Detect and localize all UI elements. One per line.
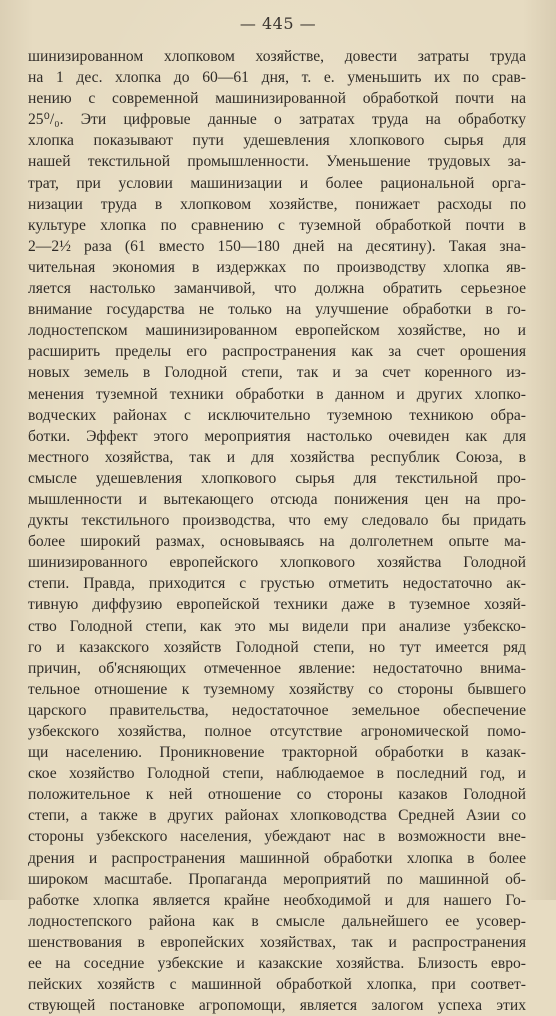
text-line: 2—2½ раза (61 вместо 150—180 дней на десятину). Такая зна-: [28, 237, 526, 255]
text-line: хлопка показывают пути удешевления хлопкового сырья для: [28, 132, 526, 150]
text-line: ское хозяйство Голодной степи, наблюдаемое в последний год, и: [28, 765, 526, 783]
text-line: внимание государства не только на улучшение обработки в го-: [28, 301, 526, 319]
text-line: степи. Правда, приходится с грустью отметить недостаточно ак-: [28, 575, 526, 593]
text-line: дукты текстильного производства, что ему следовало бы придать: [28, 512, 526, 530]
text-line: ствующей постановке агропомощи, является залогом успеха этих: [28, 997, 526, 1015]
text-line: причин, об'ясняющих отмеченное явление: недостаточно внима-: [28, 659, 526, 677]
text-line: низации труда в хлопковом хозяйстве, понижает расходы по: [28, 195, 526, 213]
text-line: степи, а также в других районах хлопководства Средней Азии со: [28, 807, 526, 825]
text-line: го и казакского хозяйств Голодной степи, но тут имеется ряд: [28, 638, 526, 656]
text-line: лодностепском машинизированном европейском хозяйстве, но и: [28, 322, 526, 340]
text-line: новых земель в Голодной степи, так и за счет коренного из-: [28, 364, 526, 382]
page-number: — 445 —: [239, 14, 317, 33]
text-line: ботки. Эффект этого мероприятия настолько очевиден как для: [28, 427, 526, 445]
text-line: менения туземной техники обработки в данном и других хлопко-: [28, 385, 526, 403]
text-line: тивную диффузию европейской техники даже в туземное хозяй-: [28, 596, 526, 614]
text-line: лодностепского района как в смысле дальнейшего ее усовер-: [28, 912, 526, 930]
body-text: [28, 46, 526, 1016]
text-line: 25⁰/₀. Эти цифровые данные о затратах труда на обработку: [28, 111, 526, 129]
text-line: узбекского хозяйства, полное отсутствие агрономической помо-: [28, 723, 526, 740]
text-line: чительная экономия в издержках по производству хлопка яв-: [28, 258, 526, 276]
text-line: дрения и распространения машинной обработки хлопка в более: [28, 849, 526, 867]
text-line: царского правительства, недостаточное земельное обеспечение: [28, 701, 526, 719]
text-line: нашей текстильной промышленности. Уменьшение трудовых за-: [28, 153, 526, 171]
text-line: шинизированного европейского хлопкового хозяйства Голодной: [28, 554, 526, 572]
text-line: смысле удешевления хлопкового сырья для текстильной про-: [28, 469, 526, 487]
text-line: мышленности и вытекающего отсюда понижения цен на про-: [28, 490, 526, 508]
text-line: широком масштабе. Пропаганда мероприятий по машинной об-: [28, 870, 526, 888]
text-line: культуре хлопка по сравнению с туземной обработкой почти в: [28, 216, 526, 234]
text-line: расширить пределы его распространения как за счет орошения: [28, 343, 526, 361]
text-line: более широкий размах, основываясь на долголетнем опыте ма-: [28, 533, 526, 551]
text-line: шенствования в европейских хозяйствах, так и распространения: [28, 933, 526, 951]
text-line: нению с современной машинизированной обработкой почти на: [28, 90, 526, 108]
text-line: стороны узбекского населения, убеждают нас в возможности вне-: [28, 828, 526, 846]
text-line: шинизированном хлопковом хозяйстве, довести затраты труда: [28, 48, 526, 65]
text-line: положительное к ней отношение со стороны казаков Голодной: [28, 786, 526, 804]
text-line: тельное отношение к туземному хозяйству со стороны бывшего: [28, 680, 526, 698]
text-line: ство Голодной степи, как это мы видели при анализе узбекско-: [28, 617, 526, 635]
text-line: работке хлопка является крайне необходимой и для нашего Го-: [28, 891, 526, 909]
text-line: пейских хозяйств с машинной обработкой хлопка, при соответ-: [28, 976, 526, 994]
text-line: на 1 дес. хлопка до 60—61 дня, т. е. уменьшить их по срав-: [28, 69, 526, 87]
text-line: ляется настолько заманчивой, что должна обратить серьезное: [28, 280, 526, 298]
text-line: водческих районах с исключительно туземною техникою обра-: [28, 406, 526, 424]
text-line: трат, при условии машинизации и более рациональной орга-: [28, 174, 526, 192]
text-line: ее на соседние узбекские и казакские хозяйства. Близость евро-: [28, 955, 526, 973]
text-line: щи населению. Проникновение тракторной обработки в казак-: [28, 744, 526, 762]
text-line: местного хозяйства, так и для хозяйства республик Союза, в: [28, 448, 526, 466]
